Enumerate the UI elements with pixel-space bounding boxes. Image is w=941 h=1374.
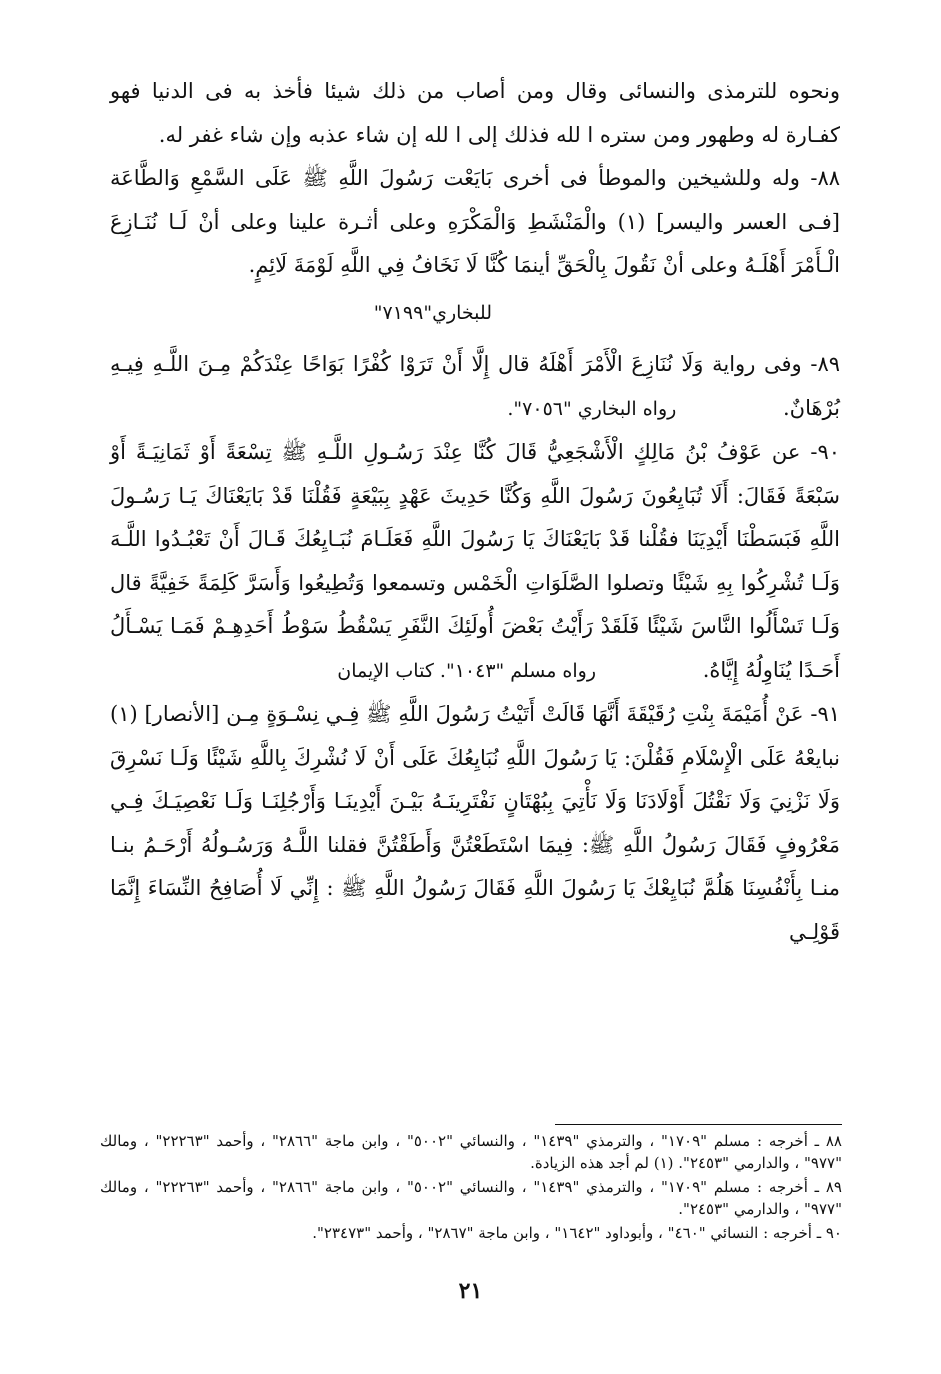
reference-88: للبخاري"٧١٩٩" [373, 301, 492, 324]
hadith-89 [110, 343, 840, 431]
hadith-89-text: ٨٩- وفى رواية وَلَا نُنَازِعَ الْأَمْرَ أَهْلَهُ قال إِلَّا أَنْ تَرَوْا كُفْرًا بَوَاحًا عِنْدَكُمْ مِـنَ اللَّـهِ فِيـهِ بُرْهَانٌ. [110, 352, 840, 420]
hadith-90 [110, 431, 840, 693]
hadith-90-text: ٩٠- عن عَوْفُ بْنُ مَالِكٍ الْأَشْجَعِيُّ قَالَ كُنَّا عِنْدَ رَسُـولِ اللَّـهِ ﷺ تِسْعَةً أَوْ ثَمَانِيَـةً أَوْ سَبْعَةً فَقَالَ: أَلَا تُبَايِعُونَ رَسُولَ اللَّهِ وَكُنَّا حَدِيثَ عَهْدٍ بِبَيْعَةٍ فَقُلْنَا قَدْ بَايَعْنَاكَ يَـا رَسُـولَ اللَّهِ فَبَسَطْنَا أَيْدِيَنَا فقُلْنا قَدْ بَايَعْنَاكَ يَا رَسُولَ اللَّهِ فَعَلَـامَ نُبَـايِعُكَ قَـالَ أَنْ تَعْبُـدُوا اللَّـهَ وَلَـا تُشْرِكُوا بِهِ شَيْئًا وتصلوا الصَّلَوَاتِ الْخَمْس وتسمعوا وَتُطِيعُوا وَأَسَرَّ كَلِمَةً خَفِيَّةً قال وَلَـا تَسْأَلُوا النَّاسَ شَيْئًا فَلَقَدْ رَأَيْتُ بَعْضَ أُولَئِكَ النَّفَرِ يَسْقُطُ سَوْطُ أَحَدِهِـمْ فَمَـا يَسْـأَلُ أَحَـدًا يُنَاوِلُهُ إِيَّاهُ. [110, 440, 840, 682]
footnotes [100, 1130, 842, 1246]
hadith-91: ٩١- عَنْ أُمَيْمَةَ بِنْتِ رُقَيْقَةَ أَنَّهَا قَالَتْ أَتَيْتُ رَسُولَ اللَّهِ ﷺ فِـي نِسْـوَةٍ مِـن [الأنصار] (١) نبايعْهُ عَلَى الْإِسْلَامِ فَقُلْنَ: يَا رَسُولَ اللَّهِ نُبَايِعُكَ عَلَى أَنْ لَا نُشْرِكَ بِاللَّهِ شَيْئًا وَلَـا نَسْرِقَ وَلَا نَزْنِيَ وَلَا نَقْتُلَ أَوْلَادَنَا وَلَا نَأْتِيَ بِبُهْتَانٍ نَفْتَرِينَـهُ بَيْـنَ أَيْدِينَـا وَأَرْجُلِنَـا وَلَـا نَعْصِيَـكَ فِـي مَعْرُوفٍ فَقَالَ رَسُولُ اللَّهِ ﷺ: فِيمَا اسْتَطَعْتُنَّ وَأَطَقْتُنَّ فقلنا اللَّـهُ وَرَسُـولُهُ أَرْحَـمُ بنـا منـا بِأَنْفُسِنَا هَلُمَّ نُبَايِعْكَ يَا رَسُولَ اللَّهِ فَقَالَ رَسُولُ اللَّهِ ﷺ : إِنِّي لَا أُصَافِحُ النِّسَاءَ إِنَّمَا قَوْلِـي [110, 702, 840, 944]
page-number: ٢١ [458, 1278, 483, 1304]
footnote-89: ٨٩ ـ أخرجه : مسلم "١٧٠٩" ، والترمذي "١٤٣٩" ، والنسائي "٥٠٠٢" ، وابن ماجة "٢٨٦٦" ، وأحمد "٢٢٢٦٣" ، ومالك "٩٧٧" ، والدارمي "٢٤٥٣". [100, 1178, 842, 1218]
footnote-divider [555, 1124, 842, 1125]
reference-90: رواه مسلم "١٠٤٣". كتاب الإيمان [337, 659, 596, 682]
main-text [110, 70, 840, 954]
footnote-88: ٨٨ ـ أخرجه : مسلم "١٧٠٩" ، والترمذي "١٤٣٩" ، والنسائي "٥٠٠٢" ، وابن ماجة "٢٨٦٦" ، وأحمد "٢٢٢٦٣" ، ومالك "٩٧٧" ، والدارمي "٢٤٥٣". (١) لم أجد هذه الزيادة. [100, 1132, 842, 1172]
footnote-90: ٩٠ ـ أخرجه : النسائي "٤٦٠" ، وأبوداود "١٦٤٢" ، وابن ماجة "٢٨٦٧" ، وأحمد "٢٣٤٧٣". [312, 1224, 842, 1242]
paragraph-intro: ونحوه للترمذى والنسائى وقال ومن أصاب من ذلك شيئا فأخذ به فى الدنيا فهو كفـارة له وطهور ومن ستره ا لله فذلك إلى ا لله إن شاء عذبه وإن شاء غفر له. [110, 79, 840, 147]
reference-89: رواه البخاري "٧٠٥٦". [507, 397, 677, 420]
hadith-88: ٨٨- وله وللشيخين والموطأ فى أخرى بَايَعْت رَسُولَ اللَّهِ ﷺ عَلَى السَّمْعِ وَالطَّاعَة [فـى العسر واليسر] (١) والْمَنْشَطِ وَالْمَكْرَهِ وعلى أثـرة علينا وعلى أنْ لَـا نُنَـازِعَ الْـأَمْرَ أَهْلَـهُ وعلى أنْ نَقُولَ بِالْحَقِّ أينمَا كُنَّا لَا نَخَافُ فِي اللَّهِ لَوْمَةَ لَائِمٍ. [110, 166, 840, 277]
